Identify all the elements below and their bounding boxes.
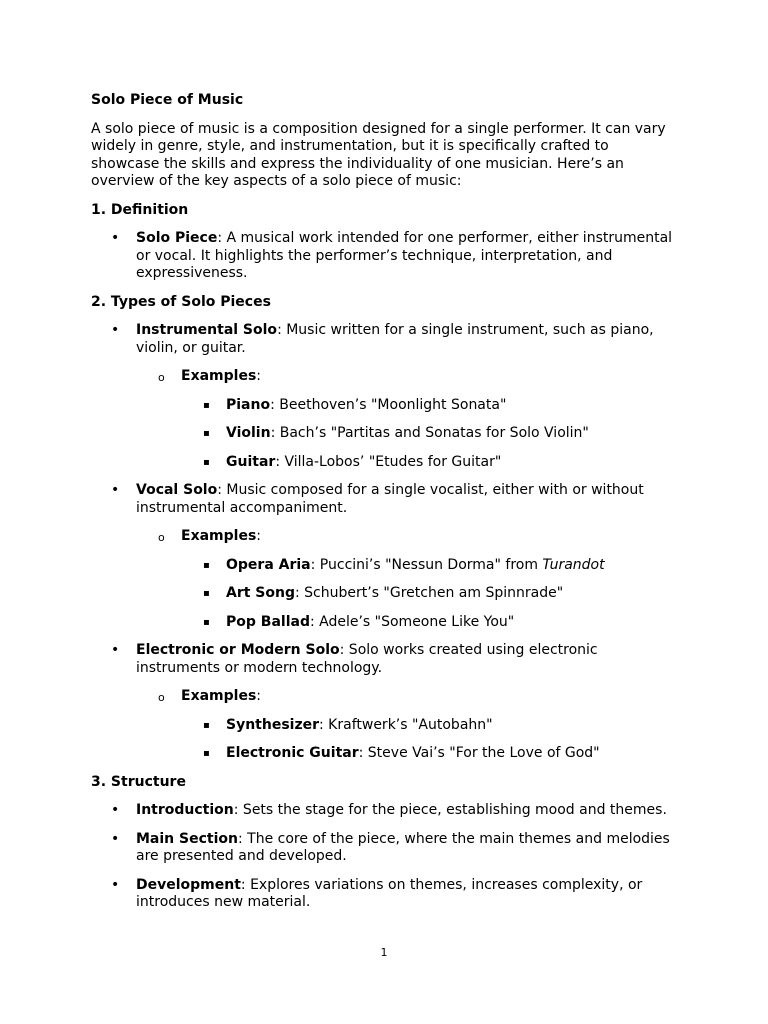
bullet-marker: • bbox=[111, 322, 120, 338]
sub-list bbox=[136, 688, 681, 763]
example-item bbox=[181, 585, 681, 603]
sub-list bbox=[136, 528, 681, 631]
item-text: : Sets the stage for the piece, establishing mood and themes. bbox=[233, 802, 667, 818]
examples-item: o Examples: ▪ Piano: Beethoven’s "Moonlight Sonata" ▪ Violin: Bach’s "Partitas and Sonatas for Solo Violin" ▪ Guitar: Villa-Lobos’ "Etudes for Guitar" bbox=[136, 368, 681, 471]
item-text: : Kraftwerk’s "Autobahn" bbox=[319, 716, 493, 733]
examples-item: o Examples: ▪ Opera Aria: Puccini’s "Nessun Dorma" from Turandot ▪ Art Song: Schubert’s "Gretchen am Spinnrade" ▪ Pop Ballad: Adele’s "Someone Like You" bbox=[136, 528, 681, 631]
list-item bbox=[91, 831, 681, 866]
term: Solo Piece bbox=[136, 230, 218, 246]
term: Instrumental Solo bbox=[136, 322, 278, 338]
item-text: : Bach’s "Partitas and Sonatas for Solo Violin" bbox=[270, 425, 589, 441]
structure-list bbox=[91, 802, 681, 912]
list-item-electronic bbox=[91, 642, 681, 763]
item-text: : The core of the piece, where the main themes and melodies are presented and developed. bbox=[136, 830, 670, 864]
item-text: : Adele’s "Someone Like You" bbox=[309, 613, 515, 630]
sub-bullet-marker: o bbox=[158, 531, 165, 544]
section-heading-types: 2. Types of Solo Pieces bbox=[91, 293, 271, 310]
item-text: : Explores variations on themes, increases complexity, or introduces new material. bbox=[136, 876, 643, 910]
section-heading-definition: 1. Definition bbox=[91, 201, 189, 218]
item-text: : Puccini’s "Nessun Dorma" from bbox=[310, 556, 543, 573]
examples-list bbox=[181, 717, 681, 763]
square-bullet-marker: ▪ bbox=[203, 456, 210, 468]
definition-list bbox=[91, 230, 681, 283]
intro-paragraph: A solo piece of music is a composition designed for a single performer. It can vary widely in genre, style, and instrumentation, but it is specifically crafted to showcase the skills and express the individuality of one musician. Here’s an overview of the key aspects of a solo piece of music: bbox=[91, 120, 666, 189]
document-title: Solo Piece of Music bbox=[91, 92, 244, 108]
document-body bbox=[91, 92, 681, 923]
term: Piano bbox=[226, 396, 271, 413]
italic-title: Turandot bbox=[542, 556, 605, 573]
item-text: : Solo works created using electronic instruments or modern technology. bbox=[136, 642, 598, 676]
examples-label: Examples bbox=[181, 368, 257, 384]
bullet-marker: • bbox=[111, 830, 120, 847]
term: Vocal Solo bbox=[136, 482, 218, 498]
term: Synthesizer bbox=[226, 716, 320, 733]
sub-bullet-marker: o bbox=[158, 371, 165, 384]
term: Introduction bbox=[136, 802, 234, 818]
examples-item: o Examples: ▪ Synthesizer: Kraftwerk’s "Autobahn" ▪ Electronic Guitar: Steve Vai’s "For the Love of God" bbox=[136, 688, 681, 763]
example-item bbox=[181, 614, 681, 632]
term: Electronic or Modern Solo bbox=[136, 642, 340, 658]
example-item bbox=[181, 557, 681, 575]
list-item-vocal bbox=[91, 482, 681, 631]
list-item bbox=[91, 802, 681, 820]
item-text: : Villa-Lobos’ "Etudes for Guitar" bbox=[275, 453, 502, 470]
example-item bbox=[181, 717, 681, 735]
term: Guitar bbox=[226, 453, 276, 470]
list-item bbox=[91, 230, 681, 283]
sub-list bbox=[136, 368, 681, 471]
bullet-marker: • bbox=[111, 802, 120, 818]
types-list bbox=[91, 322, 681, 763]
list-item-instrumental bbox=[91, 322, 681, 471]
item-text: : Schubert’s "Gretchen am Spinnrade" bbox=[295, 585, 564, 601]
examples-label: Examples bbox=[181, 528, 257, 544]
term: Pop Ballad bbox=[226, 613, 310, 630]
bullet-marker: • bbox=[111, 230, 120, 246]
square-bullet-marker: ▪ bbox=[203, 719, 210, 731]
page-number: 1 bbox=[380, 946, 388, 959]
square-bullet-marker: ▪ bbox=[203, 588, 210, 599]
bullet-marker: • bbox=[111, 876, 120, 893]
examples-label: Examples bbox=[181, 688, 257, 704]
bullet-marker: • bbox=[111, 642, 120, 658]
term: Art Song bbox=[226, 585, 295, 601]
term: Electronic Guitar bbox=[226, 745, 359, 761]
example-item bbox=[181, 745, 681, 763]
item-text: : Music composed for a single vocalist, either with or without instrumental accompaniment. bbox=[136, 482, 644, 516]
item-text: : Beethoven’s "Moonlight Sonata" bbox=[270, 396, 507, 413]
item-text: : A musical work intended for one performer, either instrumental or vocal. It highlights the performer’s technique, interpretation, and expressiveness. bbox=[136, 230, 673, 281]
term: Opera Aria bbox=[226, 556, 311, 573]
examples-list bbox=[181, 557, 681, 632]
square-bullet-marker: ▪ bbox=[203, 399, 210, 411]
item-text: : Steve Vai’s "For the Love of God" bbox=[358, 745, 600, 761]
item-text: : Music written for a single instrument, such as piano, violin, or guitar. bbox=[136, 322, 654, 356]
square-bullet-marker: ▪ bbox=[203, 428, 210, 439]
example-item bbox=[181, 454, 681, 472]
bullet-marker: • bbox=[111, 482, 120, 498]
section-heading-structure: 3. Structure bbox=[91, 773, 186, 790]
example-item bbox=[181, 425, 681, 443]
term: Development bbox=[136, 876, 241, 893]
examples-list bbox=[181, 397, 681, 472]
square-bullet-marker: ▪ bbox=[203, 748, 210, 759]
example-item bbox=[181, 397, 681, 415]
list-item bbox=[91, 877, 681, 912]
term: Violin bbox=[226, 425, 271, 441]
square-bullet-marker: ▪ bbox=[203, 616, 210, 628]
sub-bullet-marker: o bbox=[158, 691, 165, 704]
term: Main Section bbox=[136, 830, 238, 847]
square-bullet-marker: ▪ bbox=[203, 559, 210, 571]
